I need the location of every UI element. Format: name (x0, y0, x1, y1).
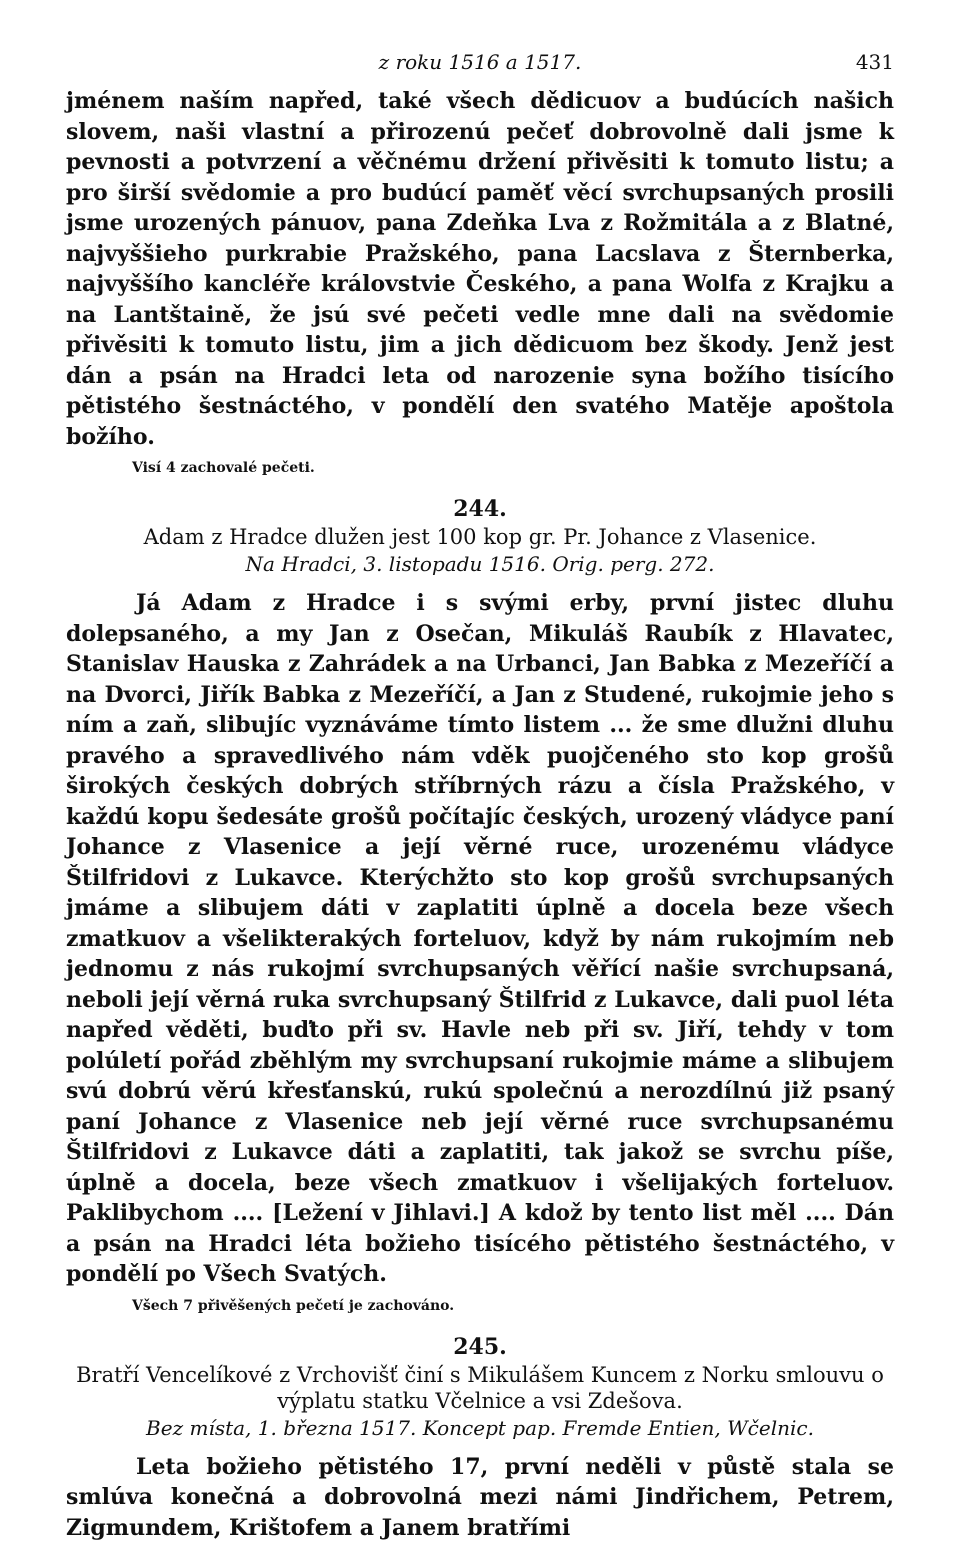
section-243-seal-note: Visí 4 zachovalé pečeti. (132, 458, 894, 478)
section-243-text: jménem naším napřed, také všech dědicuov a budúcích našich slovem, naši vlastní a přirozenú pečeť dobrovolně dali jsme k pevnosti a potvrzení a věčnému držení přivěsiti k tomuto listu; a pro širší svědomie a pro budúcí paměť věcí svrchupsaných prosili jsme urozených pánuov, pana Zdeňka Lva z Rožmitála a z Blatné, najvyššieho purkrabie Pražského, pana Lacslava z Šternberka, najvyššího kancléře královstvie Českého, a pana Wolfa z Krajku a na Lantštaině, že jsú své pečeti vedle mne dali na svědomie přivěsiti k tomuto listu, jim a jich dědicuom bez škody. Jenž jest dán a psán na Hradci leta od narozenie syna božího tisícího pětistého šestnáctého, v pondělí den svatého Matěje apoštola božího. (66, 86, 894, 452)
section-243-continuation (66, 86, 894, 478)
section-244-seal-note: Všech 7 přivěšených pečetí je zachováno. (132, 1296, 894, 1316)
running-header (66, 42, 894, 86)
section-244-source: Na Hradci, 3. listopadu 1516. Orig. perg. 272. (66, 550, 894, 578)
section-245-number: 245. (66, 1332, 894, 1362)
running-title: z roku 1516 a 1517. (66, 50, 894, 74)
section-245-source: Bez místa, 1. března 1517. Koncept pap. Fremde Entien, Wčelnic. (66, 1414, 894, 1442)
section-244 (66, 494, 894, 1316)
section-245 (66, 1332, 894, 1543)
section-245-text: Leta božieho pětistého 17, první neděli v půstě stala se smlúva konečná a dobrovolná mezi námi Jindřichem, Petrem, Zigmundem, Krištofem a Janem bratřími (66, 1452, 894, 1543)
page-number: 431 (856, 50, 894, 74)
section-244-text: Já Adam z Hradce i s svými erby, první jistec dluhu dolepsaného, a my Jan z Osečan, Mikuláš Raubík z Hlavatec, Stanislav Hauska z Zahrádek a na Urbanci, Jan Babka z Mezeříčí a na Dvorci, Jiřík Babka z Mezeříčí, a Jan z Studené, rukojmie jeho s ním a zaň, slibujíc vyznáváme tímto listem ... že sme dlužni dluhu pravého a spravedlivého nám vděk puojčeného sto kop grošů širokých českých dobrých stříbrných rázu a čísla Pražského, v každú kopu šedesáte grošů počítajíc českých, urozený vládyce paní Johance z Vlasenice a její věrné ruce, urozenému vládyce Štilfridovi z Lukavce. Kterýchžto sto kop grošů svrchupsaných jmáme a slibujem dáti v zaplatiti úplně a docela beze všech zmatkuov a všelikterakých forteluov, když by nám rukojmím neb jednomu z nás rukojmí svrchupsaných věřící našie svrchupsaná, neboli její věrná ruka svrchupsaný Štilfrid z Lukavce, dali puol léta napřed věděti, buďto při sv. Havle neb při sv. Jiří, tehdy v tom polúletí pořád zběhlým my svrchupsaní rukojmie máme a slibujem svú dobrú věrú křesťanskú, rukú společnú a nerozdílnú již psaný paní Johance z Vlasenice neb její věrné ruce svrchupsanému Štilfridovi z Lukavce dáti a zaplatiti, tak jakož se svrchu píše, úplně a docela, beze všech zmatkuov i všelijakých forteluov. Paklibychom .... [Ležení v Jihlavi.] A kdož by tento list měl .... Dán a psán na Hradci léta božieho tisícého pětistého šestnáctého, v pondělí po Všech Svatých. (66, 588, 894, 1290)
section-245-summary: Bratří Vencelíkové z Vrchovišť činí s Mikulášem Kuncem z Norku smlouvu o výplatu statku Včelnice a vsi Zdešova. (66, 1362, 894, 1414)
section-244-number: 244. (66, 494, 894, 524)
section-244-summary: Adam z Hradce dlužen jest 100 kop gr. Pr. Johance z Vlasenice. (66, 524, 894, 550)
